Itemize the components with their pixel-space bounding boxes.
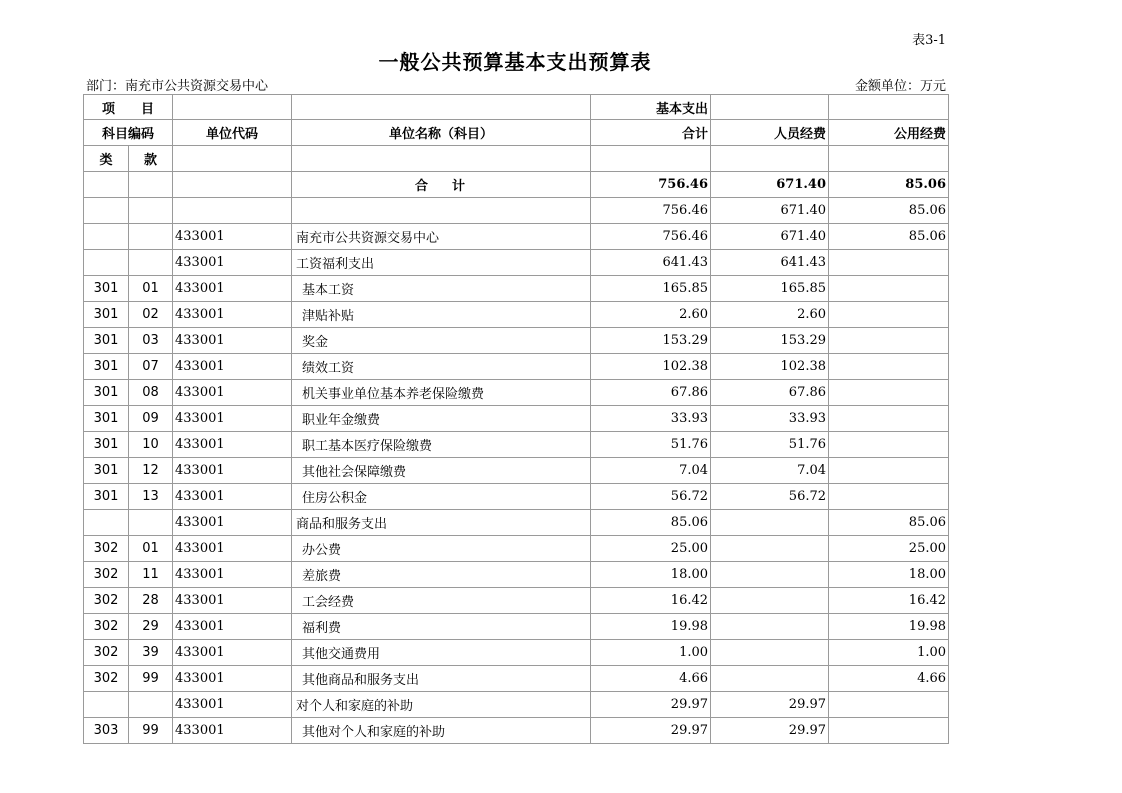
- category-code: 301: [84, 484, 129, 510]
- amount-personnel: 7.04: [711, 458, 829, 484]
- amount-total: 29.97: [591, 718, 711, 744]
- category-code: 303: [84, 718, 129, 744]
- amount-total: 165.85: [591, 276, 711, 302]
- amount-total: 25.00: [591, 536, 711, 562]
- unit-code: 433001: [173, 380, 292, 406]
- unit-code: 433001: [173, 224, 292, 250]
- department-label: 部门：南充市公共资源交易中心: [86, 79, 269, 94]
- amount-total: 7.04: [591, 458, 711, 484]
- total-empty-cell: [129, 172, 173, 198]
- header-total: 合计: [591, 120, 711, 146]
- amount-personnel: [711, 510, 829, 536]
- unit-code: 433001: [173, 588, 292, 614]
- section-code: 01: [129, 276, 173, 302]
- amount-personnel: 56.72: [711, 484, 829, 510]
- amount-total: 1.00: [591, 640, 711, 666]
- amount-total: 16.42: [591, 588, 711, 614]
- amount-personnel: 671.40: [711, 224, 829, 250]
- amount-personnel: 51.76: [711, 432, 829, 458]
- amount-total: 51.76: [591, 432, 711, 458]
- unit-code: 433001: [173, 666, 292, 692]
- category-code: 301: [84, 380, 129, 406]
- table-row: [84, 302, 949, 328]
- amount-total: 2.60: [591, 302, 711, 328]
- total-personnel: 671.40: [711, 172, 829, 198]
- amount-personnel: [711, 666, 829, 692]
- section-code: 29: [129, 614, 173, 640]
- category-code: 301: [84, 276, 129, 302]
- table-row: [84, 198, 949, 224]
- section-code: [129, 510, 173, 536]
- section-code: 08: [129, 380, 173, 406]
- table-row: [84, 614, 949, 640]
- amount-total: 56.72: [591, 484, 711, 510]
- unit-name: 职业年金缴费: [292, 406, 591, 432]
- header-public: 公用经费: [829, 120, 949, 146]
- amount-public: [829, 328, 949, 354]
- amount-unit-label: 金额单位：万元: [854, 79, 946, 94]
- category-code: 301: [84, 302, 129, 328]
- category-code: 302: [84, 614, 129, 640]
- amount-public: 85.06: [829, 198, 949, 224]
- unit-name: 商品和服务支出: [292, 510, 591, 536]
- category-code: [84, 510, 129, 536]
- section-code: 07: [129, 354, 173, 380]
- section-code: [129, 250, 173, 276]
- header-row-2: [84, 120, 949, 146]
- amount-total: 756.46: [591, 198, 711, 224]
- unit-name: 其他对个人和家庭的补助: [292, 718, 591, 744]
- amount-personnel: [711, 640, 829, 666]
- header-empty-cell: [292, 95, 591, 120]
- table-row: [84, 666, 949, 692]
- unit-code: [173, 198, 292, 224]
- unit-name: 工资福利支出: [292, 250, 591, 276]
- amount-total: 19.98: [591, 614, 711, 640]
- amount-public: [829, 692, 949, 718]
- amount-public: 85.06: [829, 510, 949, 536]
- category-code: [84, 198, 129, 224]
- section-code: 02: [129, 302, 173, 328]
- section-code: 13: [129, 484, 173, 510]
- unit-name: 机关事业单位基本养老保险缴费: [292, 380, 591, 406]
- amount-public: 1.00: [829, 640, 949, 666]
- amount-public: [829, 250, 949, 276]
- unit-code: 433001: [173, 562, 292, 588]
- amount-total: 85.06: [591, 510, 711, 536]
- amount-personnel: 67.86: [711, 380, 829, 406]
- amount-public: 19.98: [829, 614, 949, 640]
- table-row: [84, 328, 949, 354]
- header-empty-cell: [711, 146, 829, 172]
- table-row: [84, 484, 949, 510]
- amount-total: 29.97: [591, 692, 711, 718]
- section-code: 01: [129, 536, 173, 562]
- amount-public: [829, 380, 949, 406]
- table-row: [84, 224, 949, 250]
- unit-code: 433001: [173, 536, 292, 562]
- unit-name: [292, 198, 591, 224]
- amount-public: [829, 276, 949, 302]
- page-title: 一般公共预算基本支出预算表: [378, 50, 652, 74]
- category-code: 302: [84, 666, 129, 692]
- table-row: [84, 276, 949, 302]
- header-basic-expenditure: 基本支出: [591, 95, 711, 120]
- section-code: [129, 198, 173, 224]
- table-row: [84, 406, 949, 432]
- section-code: 10: [129, 432, 173, 458]
- amount-public: 25.00: [829, 536, 949, 562]
- unit-name: 南充市公共资源交易中心: [292, 224, 591, 250]
- unit-name: 绩效工资: [292, 354, 591, 380]
- category-code: 301: [84, 458, 129, 484]
- unit-name: 其他社会保障缴费: [292, 458, 591, 484]
- unit-code: 433001: [173, 718, 292, 744]
- amount-personnel: 2.60: [711, 302, 829, 328]
- unit-code: 433001: [173, 302, 292, 328]
- amount-total: 4.66: [591, 666, 711, 692]
- table-row: [84, 692, 949, 718]
- section-code: 39: [129, 640, 173, 666]
- total-public: 85.06: [829, 172, 949, 198]
- amount-public: 85.06: [829, 224, 949, 250]
- amount-public: [829, 406, 949, 432]
- amount-public: [829, 432, 949, 458]
- total-empty-cell: [173, 172, 292, 198]
- category-code: 301: [84, 432, 129, 458]
- category-code: 302: [84, 562, 129, 588]
- header-empty-cell: [591, 146, 711, 172]
- amount-personnel: 29.97: [711, 692, 829, 718]
- amount-total: 641.43: [591, 250, 711, 276]
- unit-name: 差旅费: [292, 562, 591, 588]
- table-row: [84, 380, 949, 406]
- section-code: 12: [129, 458, 173, 484]
- amount-public: [829, 484, 949, 510]
- unit-name: 职工基本医疗保险缴费: [292, 432, 591, 458]
- category-code: 302: [84, 640, 129, 666]
- amount-personnel: 165.85: [711, 276, 829, 302]
- header-empty-cell: [711, 95, 829, 120]
- amount-personnel: 33.93: [711, 406, 829, 432]
- header-empty-cell: [292, 146, 591, 172]
- header-empty-cell: [829, 95, 949, 120]
- unit-name: 福利费: [292, 614, 591, 640]
- amount-total: 18.00: [591, 562, 711, 588]
- category-code: [84, 250, 129, 276]
- category-code: [84, 692, 129, 718]
- section-code: 03: [129, 328, 173, 354]
- header-personnel: 人员经费: [711, 120, 829, 146]
- total-row: [84, 172, 949, 198]
- category-code: 301: [84, 406, 129, 432]
- section-code: [129, 224, 173, 250]
- table-row: [84, 640, 949, 666]
- amount-public: 18.00: [829, 562, 949, 588]
- header-row-1: [84, 95, 949, 120]
- header-unit-code: 单位代码: [173, 120, 292, 146]
- unit-name: 奖金: [292, 328, 591, 354]
- unit-code: 433001: [173, 484, 292, 510]
- table-row: [84, 458, 949, 484]
- amount-personnel: 641.43: [711, 250, 829, 276]
- unit-code: 433001: [173, 510, 292, 536]
- header-subject-code: 科目编码: [84, 120, 173, 146]
- header-empty-cell: [829, 146, 949, 172]
- unit-code: 433001: [173, 614, 292, 640]
- table-row: [84, 432, 949, 458]
- header-section: 款: [129, 146, 173, 172]
- unit-name: 住房公积金: [292, 484, 591, 510]
- amount-public: 4.66: [829, 666, 949, 692]
- unit-name: 对个人和家庭的补助: [292, 692, 591, 718]
- unit-code: 433001: [173, 276, 292, 302]
- unit-code: 433001: [173, 406, 292, 432]
- amount-personnel: [711, 588, 829, 614]
- header-row-3: [84, 146, 949, 172]
- category-code: 301: [84, 328, 129, 354]
- amount-public: [829, 718, 949, 744]
- table-number: 表3-1: [912, 33, 946, 48]
- table-row: [84, 510, 949, 536]
- unit-code: 433001: [173, 250, 292, 276]
- unit-name: 办公费: [292, 536, 591, 562]
- unit-code: 433001: [173, 458, 292, 484]
- amount-personnel: [711, 536, 829, 562]
- total-label: 合计: [292, 172, 591, 198]
- amount-personnel: 671.40: [711, 198, 829, 224]
- unit-code: 433001: [173, 354, 292, 380]
- unit-code: 433001: [173, 640, 292, 666]
- total-sum: 756.46: [591, 172, 711, 198]
- amount-public: 16.42: [829, 588, 949, 614]
- table-row: [84, 536, 949, 562]
- amount-personnel: [711, 614, 829, 640]
- table-row: [84, 354, 949, 380]
- table-row: [84, 562, 949, 588]
- amount-personnel: 29.97: [711, 718, 829, 744]
- amount-public: [829, 458, 949, 484]
- table-row: [84, 718, 949, 744]
- table-row: [84, 588, 949, 614]
- unit-name: 其他交通费用: [292, 640, 591, 666]
- unit-name: 工会经费: [292, 588, 591, 614]
- amount-public: [829, 302, 949, 328]
- section-code: 09: [129, 406, 173, 432]
- unit-code: 433001: [173, 328, 292, 354]
- unit-code: 433001: [173, 692, 292, 718]
- section-code: 99: [129, 718, 173, 744]
- header-empty-cell: [173, 95, 292, 120]
- category-code: 302: [84, 588, 129, 614]
- category-code: [84, 224, 129, 250]
- unit-name: 其他商品和服务支出: [292, 666, 591, 692]
- unit-name: 津贴补贴: [292, 302, 591, 328]
- header-item: 项 目: [84, 95, 173, 120]
- total-empty-cell: [84, 172, 129, 198]
- amount-total: 153.29: [591, 328, 711, 354]
- category-code: 301: [84, 354, 129, 380]
- section-code: 28: [129, 588, 173, 614]
- amount-total: 33.93: [591, 406, 711, 432]
- budget-table: [83, 94, 949, 744]
- amount-total: 102.38: [591, 354, 711, 380]
- unit-code: 433001: [173, 432, 292, 458]
- section-code: 11: [129, 562, 173, 588]
- section-code: [129, 692, 173, 718]
- amount-total: 756.46: [591, 224, 711, 250]
- table-row: [84, 250, 949, 276]
- amount-personnel: [711, 562, 829, 588]
- header-category: 类: [84, 146, 129, 172]
- header-unit-name: 单位名称（科目）: [292, 120, 591, 146]
- category-code: 302: [84, 536, 129, 562]
- amount-public: [829, 354, 949, 380]
- unit-name: 基本工资: [292, 276, 591, 302]
- section-code: 99: [129, 666, 173, 692]
- amount-total: 67.86: [591, 380, 711, 406]
- header-empty-cell: [173, 146, 292, 172]
- amount-personnel: 102.38: [711, 354, 829, 380]
- amount-personnel: 153.29: [711, 328, 829, 354]
